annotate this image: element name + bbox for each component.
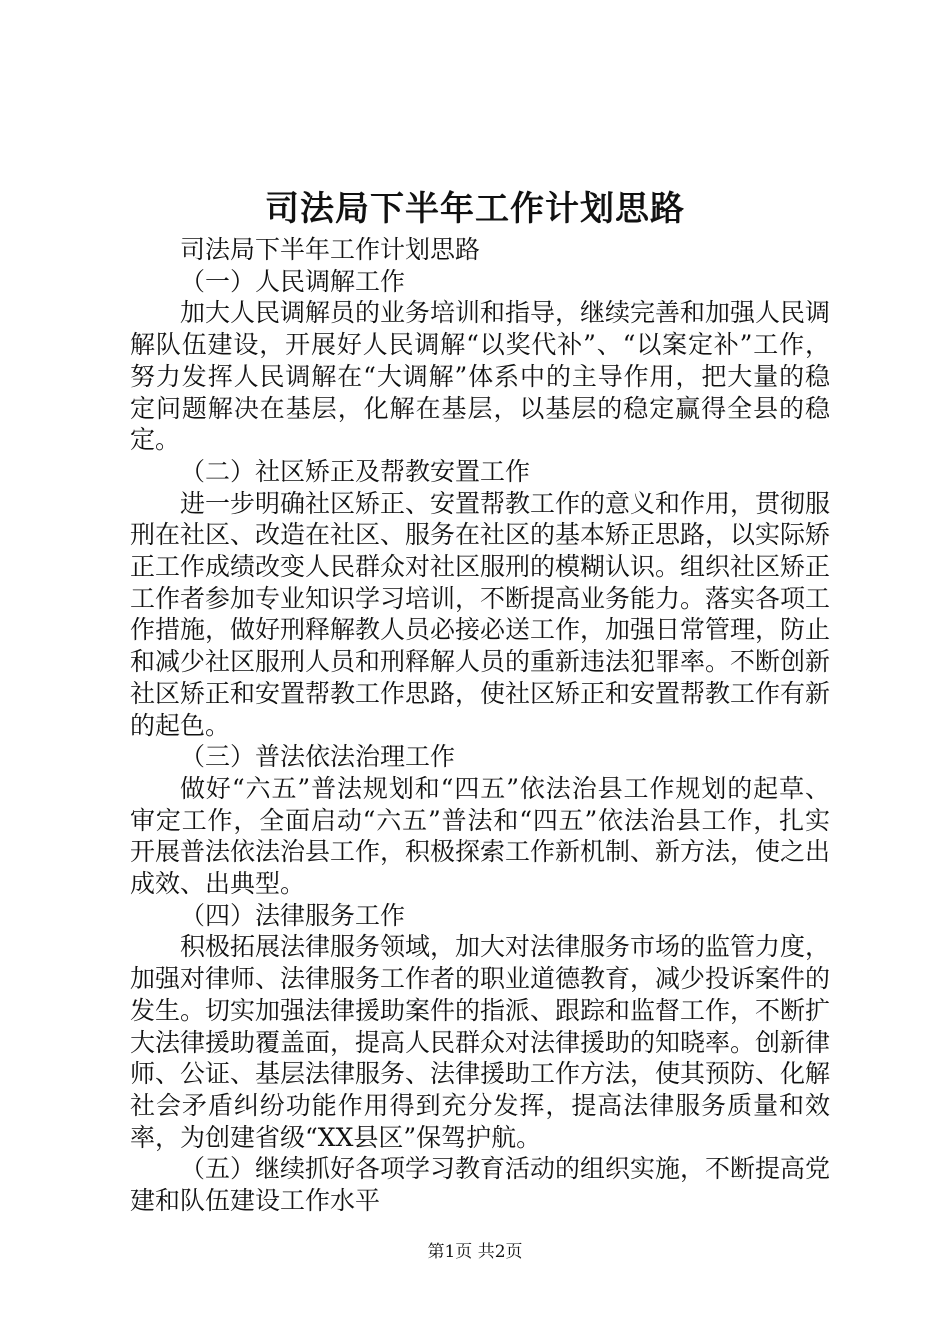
section-heading-4: （四）法律服务工作 — [180, 900, 406, 930]
document-title: 司法局下半年工作计划思路 — [265, 189, 685, 229]
section-heading-3: （三）普法依法治理工作 — [180, 742, 456, 772]
document-body — [130, 234, 830, 1217]
page-number-footer: 第1页 共2页 — [427, 1242, 523, 1262]
paragraph-subtitle: 司法局下半年工作计划思路 — [180, 235, 481, 264]
section-heading-1: （一）人民调解工作 — [180, 266, 406, 296]
paragraph-2: 进一步明确社区矫正、安置帮教工作的意义和作用，贯彻服刑在社区、改造在社区、服务在社区的基本矫正思路，以实际矫正工作成绩改变人民群众对社区服刑的模糊认识。组织社区矫正工作者参加专业知识学习培训，不断提高业务能力。落实各项工作措施，做好刑释解教人员必接必送工作，加强日常管理，防止和减少社区服刑人员和刑释解人员的重新违法犯罪率。不断创新社区矫正和安置帮教工作思路，使社区矫正和安置帮教工作有新的起色。 — [130, 488, 831, 740]
section-heading-5: （五）继续抓好各项学习教育活动的组织实施，不断提高党建和队伍建设工作水平 — [130, 1154, 831, 1216]
paragraph-1: 加大人民调解员的业务培训和指导，继续完善和加强人民调解队伍建设，开展好人民调解“以奖代补”、“以案定补”工作，努力发挥人民调解在“大调解”体系中的主导作用，把大量的稳定问题解决在基层，化解在基层，以基层的稳定赢得全县的稳定。 — [130, 298, 831, 455]
paragraph-3: 做好“六五”普法规划和“四五”依法治县工作规划的起草、审定工作，全面启动“六五”普法和“四五”依法治县工作，扎实开展普法依法治县工作，积极探索工作新机制、新方法，使之出成效、出典型。 — [130, 773, 831, 899]
paragraph-4: 积极拓展法律服务领域，加大对法律服务市场的监管力度，加强对律师、法律服务工作者的职业道德教育，减少投诉案件的发生。切实加强法律援助案件的指派、跟踪和监督工作，不断扩大法律援助覆盖面，提高人民群众对法律援助的知晓率。创新律师、公证、基层法律服务、法律援助工作方法，使其预防、化解社会矛盾纠纷功能作用得到充分发挥，提高法律服务质量和效率，为创建省级“XX县区”保驾护航。 — [130, 932, 831, 1152]
section-heading-2: （二）社区矫正及帮教安置工作 — [180, 456, 531, 486]
